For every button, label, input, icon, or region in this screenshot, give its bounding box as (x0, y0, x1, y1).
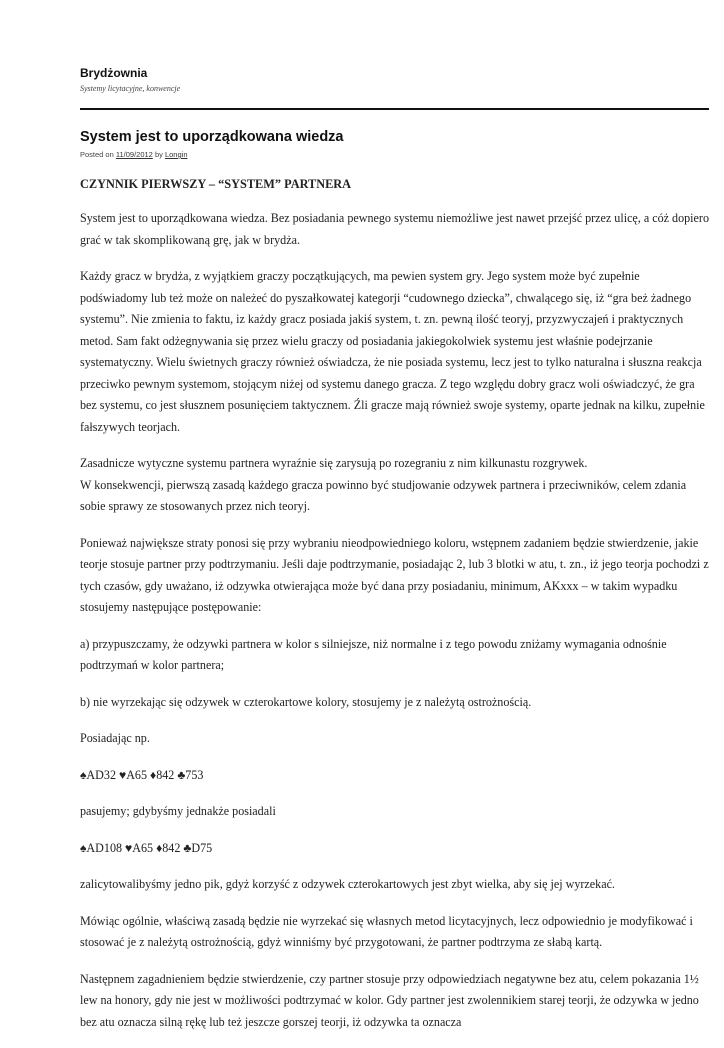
paragraph: a) przypuszczamy, że odzywki partnera w kolor s silniejsze, niż normalne i z tego powodu zniżamy wymagania odnośnie podtrzymań w kolor partnera; (80, 636, 667, 672)
paragraph: zalicytowalibyśmy jedno pik, gdyż korzyść z odzywek czterokartowych jest zbyt wielka, aby się jej wyrzekać. (80, 877, 615, 891)
site-header (80, 66, 709, 94)
by-label: by (154, 150, 163, 159)
paragraph: b) nie wyrzekając się odzywek w czterokartowe kolory, stosujemy je z należytą ostrożnością. (80, 694, 532, 709)
post-article (80, 128, 709, 1048)
site-title[interactable]: Brydżownia (80, 66, 148, 80)
paragraph: pasujemy; gdybyśmy jednakże posiadali (80, 804, 276, 818)
post-date-link[interactable]: 11/09/2012 (115, 150, 153, 159)
paragraph: Posiadając np. (80, 731, 150, 745)
post-meta (80, 150, 709, 159)
paragraph: W konsekwencji, pierwszą zasadą każdego gracza powinno być studjowanie odzywek partnera i przeciwników, celem zdania sobie sprawy ze stosowanych przez nich teoryj. (80, 477, 687, 513)
paragraph: Następnem zagadnieniem będzie stwierdzenie, czy partner stosuje przy odpowiedziach negatywne bez atu, celem pokazania 1½ lew na honory, gdy nie jest w możliwości podtrzymać w kolor. Gdy partner jest zwolennikiem starej teorji, że odzywka w jedno bez atu oznacza silną rękę lub też jeszcze gorszej teorji, iż odzywka ta oznacza (80, 971, 699, 1029)
paragraph: Każdy gracz w brydża, z wyjątkiem graczy początkujących, ma pewien system gry. Jego system może być zupełnie podświadomy lub też może on należeć do pyszałkowatej kategorji “cudownego dziecka”, chwalącego się, iż “gra beż żadnego systemu”. Nie zmienia to faktu, iz każdy gracz posiada jakiś system, t. zn. pewną ilość teoryj, przyzwyczajeń i praktycznych metod. Sam fakt odżegnywania się przez wielu graczy od posiadania jakiegokolwiek systemu jest właśnie podejrzanie systematyczny. Wielu świetnych graczy również oświadcza, że nie posiada systemu, lecz jest to tylko naturalna i słuszna reakcja przeciwko pewnym systemom, stojącym niżej od systemu danego gracza. Z tego względu dobry gracz woli oświadczyć, że gra bez systemu, co jest słusznem posunięciem taktycznem. Źli gracze mają również swoje systemy, oparte jednak na kilku, zupełnie fałszywych teorjach. (80, 269, 705, 434)
paragraph: Ponieważ największe straty ponosi się przy wybraniu nieodpowiedniego koloru, wstępnem zadaniem będzie stwierdzenie, jakie teorje stosuje partner przy podtrzymaniu. Jeśli daje podtrzymanie, posiadając 2, lub 3 blotki w atu, t. zn., iż jego teorja pochodzi z tych czasów, gdy uważano, iż odzywka otwierająca może być dana przy posiadaniu, minimum, AKxxx – w takim wypadku stosujemy następujące postępowanie: (80, 535, 709, 614)
paragraph: Zasadnicze wytyczne systemu partnera wyraźnie się zarysują po rozegraniu z nim kilkunastu rozgrywek. (80, 456, 588, 470)
paragraph: System jest to uporządkowana wiedza. Bez posiadania pewnego systemu niemożliwe jest nawet przejść przez ulicę, a cóż dopiero grać w tak skomplikowaną grę, jak w brydża. (80, 211, 709, 247)
site-tagline: Systemy licytacyjne, konwencje (80, 84, 181, 93)
posted-on-label: Posted on (80, 150, 114, 159)
paragraph: Mówiąc ogólnie, właściwą zasadą będzie nie wyrzekać się własnych metod licytacyjnych, lecz odpowiednio je modyfikować i stosować je z należytą ostrożnością, gdyż winniśmy być przygotowani, że partner podtrzyma ze słabą kartą. (80, 913, 693, 949)
post-content (80, 175, 709, 1033)
hand-example: ♠AD32 ♥A65 ♦842 ♣753 (80, 767, 204, 782)
hand-example: ♠AD108 ♥A65 ♦842 ♣D75 (80, 840, 213, 855)
header-divider (80, 108, 709, 110)
section-heading: CZYNNIK PIERWSZY – “SYSTEM” PARTNERA (80, 177, 352, 191)
post-title[interactable]: System jest to uporządkowana wiedza (80, 129, 344, 145)
author-link[interactable]: Longin (164, 150, 188, 159)
